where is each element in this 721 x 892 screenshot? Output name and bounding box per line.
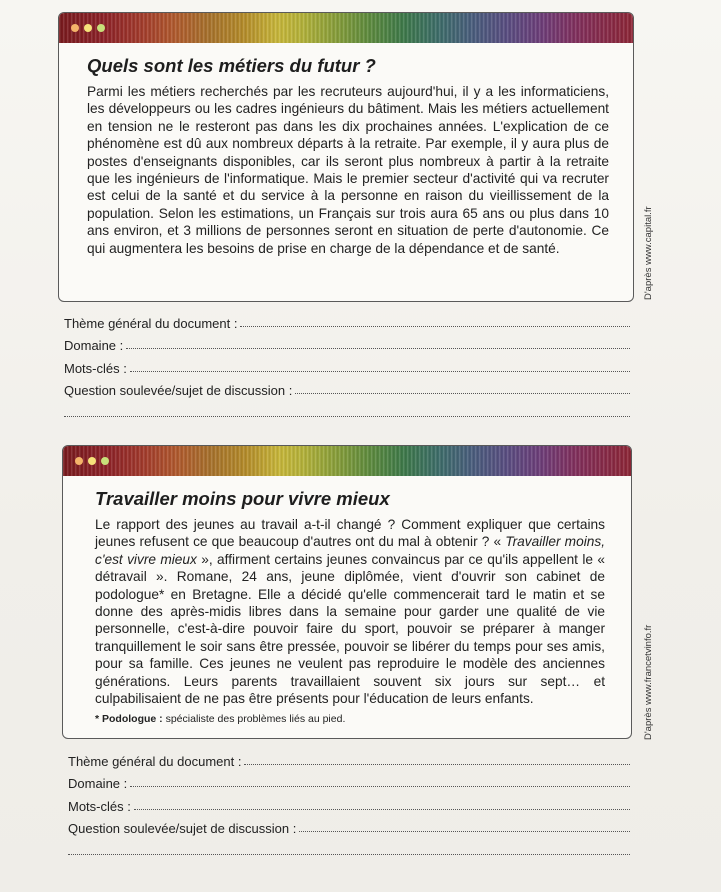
field-domaine[interactable] [64,331,630,354]
window-dots-icon [75,457,109,465]
document-card-1 [58,12,634,302]
field-extra-line[interactable] [64,398,630,421]
field-question[interactable] [68,814,630,837]
document-card-2 [62,445,632,739]
field-mots-cles[interactable] [68,791,630,814]
analysis-fields-1 [64,308,630,421]
field-theme[interactable] [64,308,630,331]
card-header-bar [59,13,633,43]
field-domaine[interactable] [68,769,630,792]
field-extra-line[interactable] [68,836,630,859]
source-credit: D'après www.francetvinfo.fr [643,624,654,740]
document-text: Le rapport des jeunes au travail a-t-il changé ? Comment expliquer que certains jeunes refusent ce que beaucoup d'autres ont du mal à obtenir ? « Travailler moins, c'est vivre mieux », affirment certains jeunes convaincus par ce qu'ils appellent le « détravail ». Romane, 24 ans, jeune diplômée, vient d'ouvrir son cabinet de podologue* en Bretagne. Elle a décidé qu'elle commencerait tard le matin et se donne des après-midis libres dans la semaine pour garder une qualité de vie personnelle, c'est-à-dire pouvoir faire du sport, pouvoir se préparer à manger tranquillement le soir sans être pressée, pouvoir se libérer du temps pour ses amis, pour sa famille. Ces jeunes ne veulent pas reproduire le modèle des anciennes générations. Leurs parents travaillaient souvent six jours sur sept… et culpabilisaient de ne pas être présents pour l'éducation de leurs enfants. [95,517,606,707]
field-label: Question soulevée/sujet de discussion : [64,383,293,398]
source-credit: D'après www.capital.fr [643,206,654,300]
field-label: Mots-clés : [68,798,131,814]
document-title: Quels sont les métiers du futur ? [87,55,376,76]
footnote: * Podologue : spécialiste des problèmes liés au pied. [95,713,346,726]
field-label: Domaine : [68,776,128,791]
field-label: Thème général du document : [68,753,242,769]
analysis-fields-2 [68,746,630,859]
field-label: Thème général du document : [64,315,238,331]
card-body [59,43,633,267]
document-text: Parmi les métiers recherchés par les recruteurs aujourd'hui, il y a les informaticiens, les développeurs ou les cadres ingénieurs du bâtiment. Mais les métiers actuellement en tension ne le resteront pas dans les dix prochaines années. L'explication de ce phénomène est dû aux nombreux départs à la retraite. Par exemple, il y aura plus de postes d'enseignants disponibles, car ils seront plus nombreux à partir à la retraite que les ingénieurs de l'informatique. Mais le premier secteur d'activité qui va recruter est celui de la santé et du service à la personne en raison du vieillissement de la population. Selon les estimations, un Français sur trois aura 65 ans ou plus dans 10 ans environ, et 3 millions de personnes seront en situation de perte d'autonomie. Ce qui augmentera les besoins de prise en charge de la dépendance et de santé. [87,84,609,256]
field-label: Mots-clés : [64,360,127,376]
card-body [63,476,631,735]
field-question[interactable] [64,376,630,399]
card-header-bar [63,446,631,476]
field-label: Question soulevée/sujet de discussion : [68,821,297,836]
document-title: Travailler moins pour vivre mieux [95,488,390,509]
field-mots-cles[interactable] [64,353,630,376]
field-label: Domaine : [64,338,124,353]
window-dots-icon [71,24,105,32]
field-theme[interactable] [68,746,630,769]
